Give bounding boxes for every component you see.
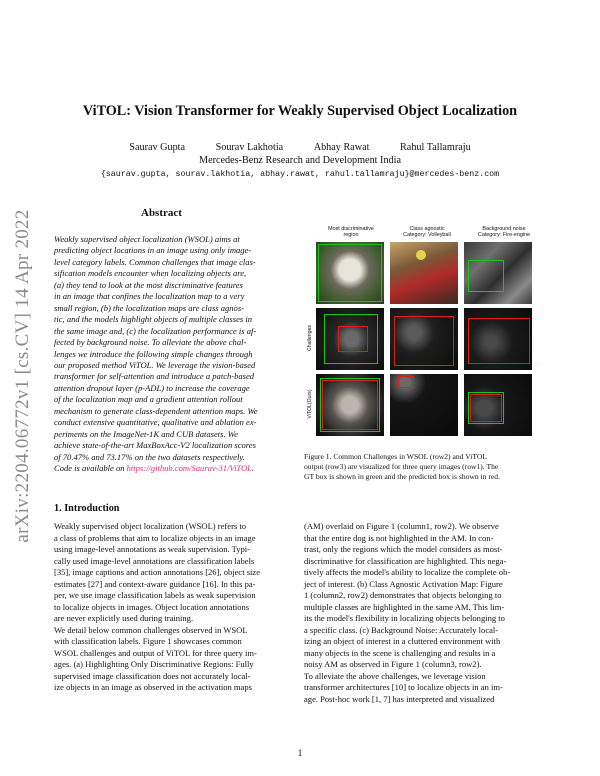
col-header-3: Background noise Category: Fire-engine xyxy=(477,226,531,239)
right-column-line: izing an object of interest in a cluttered environment with xyxy=(304,636,501,646)
caption-line: output (row3) are visualized for three query images (row1). The xyxy=(304,462,499,472)
intro-line: Weakly supervised object localization (WSOL) refers to xyxy=(54,521,247,531)
right-column-body xyxy=(304,521,546,705)
abstract-line: mechanism to generate class-dependent attention maps. We xyxy=(54,405,258,416)
author-emails: {saurav.gupta, sourav.lakhotia, abhay.rawat, rahul.tallamraju}@mercedes-benz.com xyxy=(100,170,500,179)
intro-line: with classification labels. Figure 1 showcases common xyxy=(54,636,242,646)
right-column-line: that the entire dog is not highlighted in the AM. In con- xyxy=(304,532,494,543)
abstract-line: of the localization map and a gradient attention rollout xyxy=(54,394,243,405)
intro-line: estimates [27] and context-aware guidance [16]. In this pa- xyxy=(54,578,256,589)
abstract-last-line: Code is available on https://github.com/Saurav-31/ViTOL. xyxy=(54,463,255,474)
challenge-map-volleyball xyxy=(390,308,458,370)
figure-1 xyxy=(306,222,546,444)
abstract-line: Weakly supervised object localization (WSOL) aims at xyxy=(54,234,240,244)
caption-line: GT box is shown in green and the predicted box is shown in red. xyxy=(304,472,500,482)
intro-line: We detail below common challenges observed in WSOL xyxy=(54,624,248,635)
code-link[interactable]: https://github.com/Saurav-31/ViTOL xyxy=(126,463,252,474)
abstract-heading: Abstract xyxy=(141,207,182,219)
gt-box xyxy=(468,260,504,292)
intro-line: to localize objects in images. Object location annotations xyxy=(54,601,250,612)
affiliation: Mercedes-Benz Research and Development India xyxy=(199,155,401,166)
right-column-line: many objects in the scene is challenging and results in a xyxy=(304,647,496,658)
col-header-1: Most discriminative region xyxy=(328,226,374,239)
intro-line: WSOL challenges and output of ViTOL for three query im- xyxy=(54,647,257,658)
intro-line: using image-level annotations as weak supervision. Typi- xyxy=(54,544,251,554)
right-column-line: tively affects the model's ability to localize the complete ob- xyxy=(304,567,511,577)
author-1: Saurav Gupta xyxy=(129,142,186,153)
intro-line: [35], image captions and action annotations [26], object size xyxy=(54,567,261,577)
right-column-line: multiple classes are highlighted in the same AM. This lim- xyxy=(304,601,505,612)
pred-box xyxy=(338,326,368,352)
author-3: Abhay Rawat xyxy=(313,142,370,153)
intro-line: cally used image-level annotations are classification labels xyxy=(54,555,255,566)
arxiv-sidebar xyxy=(6,196,40,556)
vitol-map-dog xyxy=(316,374,384,436)
right-column-line: 1 (column2, row2) demonstrates that objects belonging to xyxy=(304,590,502,600)
arxiv-identifier: arXiv:2204.06772v1 [cs.CV] 14 Apr 2022 xyxy=(12,209,33,543)
intro-line: ages. (a) Highlighting Only Discriminative Regions: Fully xyxy=(54,659,254,669)
col-header-2: Class agnostic Category: Volleyball xyxy=(403,226,451,239)
vitol-map-fire-engine xyxy=(464,374,532,436)
page-number: 1 xyxy=(297,749,303,759)
intro-line: ize objects in an image as observed in the activation maps xyxy=(54,682,252,692)
pred-box xyxy=(468,318,530,364)
right-column-line: noisy AM as observed in Figure 1 (column3, row2). xyxy=(304,659,482,669)
abstract-line: predicting object locations in an image using only image- xyxy=(54,245,252,256)
gt-box xyxy=(318,244,382,302)
abstract-line: sification models encounter when localizing objects are, xyxy=(54,268,247,279)
author-list xyxy=(0,142,600,153)
abstract-line: periments on the ImageNet-1K and CUB datasets. We xyxy=(54,428,238,439)
intro-line: supervised image classification does not accurately local- xyxy=(54,670,251,681)
author-2: Sourav Lakhotia xyxy=(215,142,284,153)
abstract-line: level category labels. Common challenges that image clas- xyxy=(54,256,256,267)
pred-box xyxy=(398,376,414,388)
abstract-line: tic, and the models highlight objects of multiple classes in xyxy=(54,314,252,325)
figure-caption xyxy=(304,452,546,482)
author-4: Rahul Tallamraju xyxy=(400,142,471,153)
section-heading-introduction: 1. Introduction xyxy=(54,503,120,514)
abstract-line: fected by background noise. To alleviate the above chal- xyxy=(54,337,247,348)
abstract-line: lenges we introduce the following simple changes through xyxy=(54,348,253,359)
challenge-map-dog xyxy=(316,308,384,370)
introduction-body xyxy=(54,521,288,694)
right-column-line: age. Post-hoc work [1, 7] has interpreted and visualized xyxy=(304,693,495,704)
pred-box xyxy=(470,394,502,422)
abstract-line: achieve state-of-the-art MaxBoxAcc-V2 localization scores xyxy=(54,440,256,451)
intro-line: are never explicitly used during training. xyxy=(54,613,194,623)
right-column-line: a specific class. (c) Background Noise: Accurately local- xyxy=(304,624,499,635)
intro-line: a class of problems that aim to localize objects in an image xyxy=(54,532,256,543)
query-image-fire-engine xyxy=(464,242,532,304)
right-column-line: To alleviate the above challenges, we leverage vision xyxy=(304,670,486,681)
caption-line: Figure 1. Common Challenges in WSOL (row2) and ViTOL xyxy=(304,452,487,461)
right-column-line: discriminative for classification are highlighted. This nega- xyxy=(304,555,507,566)
query-image-dog xyxy=(316,242,384,304)
abstract-line: our proposed method ViTOL. We leverage the vision-based xyxy=(54,359,256,370)
right-column-line: ject of interest. (b) Class Agnostic Activation Map: Figure xyxy=(304,578,503,589)
abstract-line: transformer for self-attention and introduce a patch-based xyxy=(54,371,255,382)
intro-line: per, we use image classification labels as weak supervision xyxy=(54,590,256,600)
abstract-line: small region, (b) the localization maps are class agnos- xyxy=(54,302,244,313)
row-label-vitol: ViTOL(Ours) xyxy=(307,389,313,419)
abstract-line: of 70.47% and 73.17% on the two datasets respectively. xyxy=(54,451,245,462)
challenge-map-fire-engine xyxy=(464,308,532,370)
abstract-body xyxy=(54,234,288,475)
paper-title: ViTOL: Vision Transformer for Weakly Supervised Object Localization xyxy=(82,103,518,119)
abstract-line: in an image that confines the localization map to a very xyxy=(54,291,245,302)
query-image-volleyball xyxy=(390,242,458,304)
abstract-line: attention dropout layer (p-ADL) to increase the coverage xyxy=(54,382,250,393)
abstract-line: (a) they tend to look at the most discriminative features xyxy=(54,279,243,290)
right-column-line: its the model's flexibility in localizing objects belonging to xyxy=(304,613,505,623)
row-label-challenges: Challenges xyxy=(307,325,313,351)
right-column-line: (AM) overlaid on Figure 1 (column1, row2). We observe xyxy=(304,521,499,531)
pred-box xyxy=(394,316,454,366)
abstract-line: conduct extensive quantitative, qualitative and ablation ex- xyxy=(54,417,257,428)
right-column-line: transformer architectures [10] to localize objects in an im- xyxy=(304,682,503,692)
vitol-map-volleyball xyxy=(390,374,458,436)
pred-box xyxy=(322,380,378,430)
volleyball-icon xyxy=(416,250,426,260)
abstract-code-prefix: Code is available on xyxy=(54,463,127,474)
abstract-line: the same image and, (c) the localization performance is af- xyxy=(54,325,257,336)
right-column-line: trast, only the regions which the model considers as most- xyxy=(304,544,503,554)
